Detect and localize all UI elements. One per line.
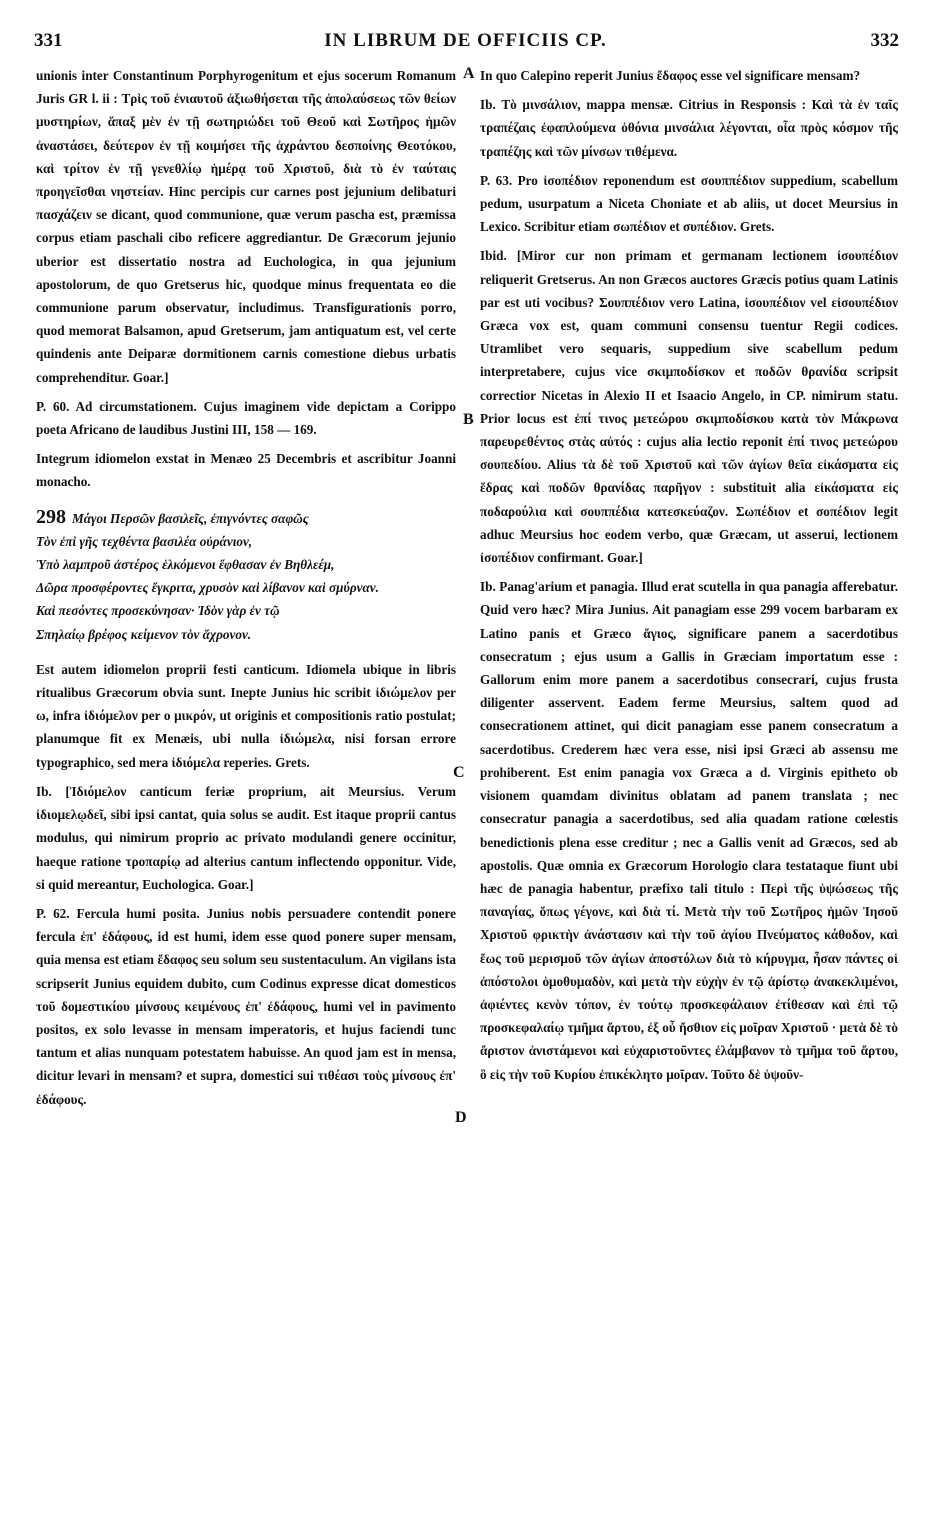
paragraph: Integrum idiomelon exstat in Menæo 25 Decembris et ascribitur Joanni monacho.: [36, 451, 456, 490]
hymn-line: Καὶ πεσόντες προσεκύνησαν· Ἰδὸν γὰρ ἐν τῷ: [36, 603, 280, 619]
paragraph: In quo Calepino reperit Junius ἔδαφος esse vel significare mensam?: [480, 68, 861, 83]
left-page-number: 331: [34, 30, 63, 51]
hymn-line: Ὑπὸ λαμπροῦ ἀστέρος ἑλκόμενοι ἔφθασαν ἐν Βηθλεέμ,: [36, 557, 335, 573]
paragraph: Ib. Panag'arium et panagia. Illud erat scutella in qua panagia afferebatur. Quid vero hæc? Mira Junius. Ait panagiam esse 299 vocem barbaram ex Latino panis et Græco ἅγιος, significare panem a sacerdotibus consecratum ; ejus usum a Gallis in Græciam importatum esse : Gallorum enim more panem a sacerdotibus consecrari, cujus frusta diligenter asservent. Eadem ferme Meursius, saltem quod ad consecrationem attinet, qui dicit panagiam esse panem consecratum a sacerdotibus. Crederem hæc vera esse, nisi ipsi Græci ab assensu me prohiberent. Est enim panagia vox Græca a d. Virginis epitheto ob visionem quamdam divinitus oblatam ad panem translata ; nec consecratur panagia a sacerdotibus, sed alia quadam ratione cœlestis benedictionis plena esse creditur ; nec a Gallis venit ad Græcos, sed ab apostolis. Quæ omnia ex Græcorum Horologio clara testataque fiunt ubi hæc de panagia habentur, præfixo tali titulo : Περὶ τῆς ὑψώσεως τῆς παναγίας, ὅπως γέγονε, καὶ διὰ τί. Μετὰ τὴν τοῦ Σωτῆρος ἡμῶν Ἰησοῦ Χριστοῦ φρικτὴν ἀνάστασιν καὶ τὴν τοῦ ἁγίου Πνεύματος κάθοδον, καὶ ἕως τοῦ μερισμοῦ τῶν ἁγίων ἀποστόλων διὰ τὸ κήρυγμα, ἦσαν πάντες οἱ ἀπόστολοι ὁμοθυμαδὸν, καὶ μετὰ τὴν εὐχὴν ἐν τῷ ἀρίστῳ ἀνακεκλιμένοι, ἀφιέντες κενὸν τόπον, ἐν τούτῳ προσκεφάλαιον ἐτίθεσαν καὶ ἐπὶ τῷ προσκεφαλαίῳ τμῆμα ἄρτου, ἐξ οὗ ἤσθιον εἰς μοῖραν Χριστοῦ · μετὰ δὲ τὸ ἄριστον ἀνιστάμενοι καὶ εὐχαριστοῦντες ἐλάμβανον τὸ τμῆμα τοῦ ἄρτου, ὃ εἰς τὴν τοῦ Κυρίου ἐπικέκλητο μοῖραν. Τοῦτο δὲ ὑψοῦν-: [480, 579, 898, 1082]
margin-marker-d: D: [455, 1109, 467, 1126]
section-number: 298: [36, 505, 66, 528]
paragraph: Ib. [Ἰδιόμελον canticum feriæ proprium, ait Meursius. Verum ἰδιομελῳδεῖ, sibi ipsi cantat, quia solus se audit. Est itaque proprii cantus modulus, qui nimirum proprio ac privato modulandi genere occinitur, haeque ratione τροπαρίῳ ad alterius cantum inflectendo opponitur. Vide, si quid mereantur, Euchologica. Goar.]: [36, 783, 456, 892]
hymn-line: Τὸν ἐπὶ γῆς τεχθέντα βασιλέα οὐράνιον,: [36, 533, 253, 549]
paragraph: P. 62. Fercula humi posita. Junius nobis persuadere contendit ponere fercula ἐπ' ἐδάφους, id est humi, idem esse quod ponere super mensam, quia mensa est etiam ἔδαφος seu solum seu sustentaculum. An vigilans ista scripserit Junius equidem dubito, cum Codinus expresse dicat domesticos τοῦ δομεστικίου μίνσους κειμένους ἐπ' ἐδάφους, humi vel in pavimento positos, ex solo levasse in mensam imperatoris, et hujus faciendi tunc tantum et alias nunquam potestatem habuisse. An quod jam est in mensa, dicitur levari in mensam? et supra, domestici sui τιθέασι τοὺς μίνσους ἐπ' ἐδάφους.: [36, 905, 456, 1107]
paragraph: Ibid. [Miror cur non primam et germanam lectionem ἰσουπέδιον reliquerit Gretserus. An non Græcos auctores Græcis potius quam Latinis par est uti vocibus? Σουππέδιον vero Latina, ἰσουπέδιον vel εἰσουπέδιον Græca vox est, quam communi consensu tuentur Regii codices. Utramlibet vero sequaris, suppedium sive scabellum pedum interpretabere, cujus vice σκιμποδίσκον et ποδῶν θρανίδα scripsit correctior Nicetas in Alexio II et Isaacio Angelo, in CP. nimirum statu. Prior locus est ἐπί τινος μετεώρου σκιμποδίσκου κατὰ τὸν Μάκρωνα παρευρεθέντος στὰς αὐτός : cujus alia lectio reponit ἐπί τινος μετεώρου σουπεδίου. Alius τὰ δὲ τοῦ Χριστοῦ καὶ τῶν ἁγίων θεῖα εἰκάσματα εἰς ἕδρας καὶ ποδῶν θρανίδας παρῆγον : substituit alia εἰκάσματα εἰς ποδαρούλια καὶ σουππέδια κατεσκεύαζον. Σωπέδιον et σοπέδιον legit adhuc Meursius hoc eodem verbo, quæ Græcam, ut asserui, lectionem ἰσοπέδιον confirmant. Goar.]: [480, 248, 898, 566]
running-title: IN LIBRUM DE OFFICIIS CP.: [324, 30, 607, 51]
paragraph: Est autem idiomelon proprii festi canticum. Idiomela ubique in libris ritualibus Græcorum obvia sunt. Inepte Junius hic scribit ἰδιώμελον per ω, infra ἰδιόμελον per ο μικρόν, ut originis et compositionis ratio postulat; planumque fit ex Menæis, ubi nulla ἰδιώμελα, nisi forsan errore typographico, sed mera ἰδιόμελα reperies. Grets.: [36, 661, 456, 770]
running-header: [28, 30, 903, 56]
hymn-block: [36, 506, 456, 646]
paragraph: P. 63. Pro ἰσοπέδιον reponendum est σουππέδιον suppedium, scabellum pedum, usurpatum a Niceta Choniate et ab aliis, ut docet Meursius in Lexico. Scribitur etiam σωπέδιον et συπέδιον. Grets.: [480, 172, 898, 235]
paragraph: Ib. Τὸ μινσάλιον, mappa mensæ. Citrius in Responsis : Καὶ τὰ ἐν ταῖς τραπέζαις ἐφαπλούμενα ὀθόνια μινσάλια λέγονται, οἷα πρὸς κόσμον τῆς τραπέζης καὶ τῶν μίνσων τιθέμενα.: [480, 97, 898, 159]
hymn-line: Δῶρα προσφέροντες ἔγκριτα, χρυσὸν καὶ λίβανον καὶ σμύρναν.: [36, 580, 379, 596]
margin-marker-a: A: [463, 65, 475, 82]
hymn-line: 298 Μάγοι Περσῶν βασιλεῖς, ἐπιγνόντες σαφῶς: [36, 505, 309, 528]
paragraph: P. 60. Ad circumstationem. Cujus imaginem vide depictam a Corippo poeta Africano de laudibus Justini III, 158 — 169.: [36, 398, 456, 438]
margin-marker-b: B: [463, 411, 474, 428]
left-column: [36, 64, 456, 1111]
margin-marker-c: C: [453, 764, 465, 781]
right-page-number: 332: [870, 30, 899, 51]
paragraph: unionis inter Constantinum Porphyrogenitum et ejus socerum Romanum Juris GR l. ii : Τρὶς τοῦ ἐνιαυτοῦ ἀξιωθήσεται τῆς ἀπολαύσεως τῶν θείων μυστηρίων, ἅπαξ μὲν ἐν τῇ σωτηριώδει τοῦ Θεοῦ καὶ Σωτῆρος ἡμῶν ἀναστάσει, δεύτερον ἐν τῇ κοιμήσει τῆς ἀχράντου δεσποίνης Θεοτόκου, καὶ τρίτον ἐν τῇ γενεθλίῳ ἡμέρᾳ τοῦ Χριστοῦ, διὰ τὸ ἐν ταύταις προηγεῖσθαι νηστείαν. Hinc percipis cur carnes post jejunium delibaturi πασχάζειν se dicant, quod communione, quæ verum pascha est, præmissa corpus etiam paschali cibo reficere aggrediantur. De Græcorum jejunio uberior est dissertatio nostra ad Euchologica, in qua jejunium apostolorum, de quo Gretserus hic, quodque minus frequentata eo die communione parum observatur, includimus. Transfigurationis porro, quod memorat Balsamon, apud Gretserum, jam antiquatum est, vel certe quindenis ante Deiparæ dormitionem carnis comestione diebus urbatis comprehenditur. Goar.]: [36, 68, 456, 385]
hymn-line: Σπηλαίῳ βρέφος κείμενον τὸν ἄχρονον.: [36, 626, 252, 642]
right-column: [480, 64, 898, 1086]
